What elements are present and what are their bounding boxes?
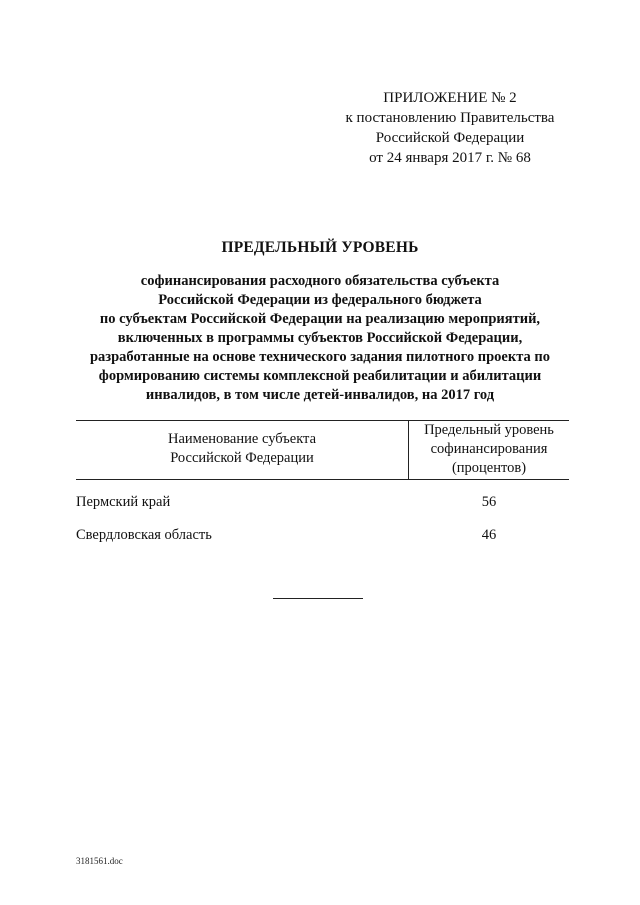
title-subtitle — [40, 272, 600, 405]
appendix-block — [330, 88, 570, 168]
table-row — [76, 525, 569, 545]
title-line: Российской Федерации из федерального бюджета — [158, 292, 482, 308]
footer-doc-id: 3181561.doc — [76, 856, 123, 866]
table-row — [76, 492, 569, 512]
table-header-rule — [76, 479, 569, 480]
region-value: 56 — [481, 494, 497, 510]
appendix-country: Российской Федерации — [375, 130, 525, 146]
header-text: софинансирования — [430, 441, 548, 457]
header-region-name — [76, 430, 408, 468]
header-text: Предельный уровень — [424, 422, 554, 438]
appendix-number: ПРИЛОЖЕНИЕ № 2 — [383, 90, 517, 106]
header-limit-level — [409, 421, 569, 478]
region-value: 46 — [481, 527, 497, 543]
document-title — [40, 238, 600, 405]
appendix-ref: к постановлению Правительства — [345, 110, 555, 126]
title-line: разработанные на основе технического задания пилотного проекта по — [89, 349, 551, 365]
appendix-date: от 24 января 2017 г. № 68 — [369, 150, 531, 166]
end-separator — [273, 598, 363, 599]
title-line: софинансирования расходного обязательства субъекта — [140, 273, 500, 289]
title-line: включенных в программы субъектов Российской Федерации, — [117, 330, 523, 346]
region-name: Пермский край — [76, 494, 171, 510]
title-line: формированию системы комплексной реабилитации и абилитации — [98, 368, 542, 384]
header-text: (процентов) — [451, 460, 527, 476]
header-text: Наименование субъекта — [167, 431, 317, 447]
title-line: по субъектам Российской Федерации на реализацию мероприятий, — [99, 311, 541, 327]
title-line: инвалидов, в том числе детей-инвалидов, на 2017 год — [145, 387, 495, 403]
header-text: Российской Федерации — [170, 450, 314, 466]
region-name: Свердловская область — [76, 527, 212, 543]
title-main: ПРЕДЕЛЬНЫЙ УРОВЕНЬ — [221, 239, 419, 256]
